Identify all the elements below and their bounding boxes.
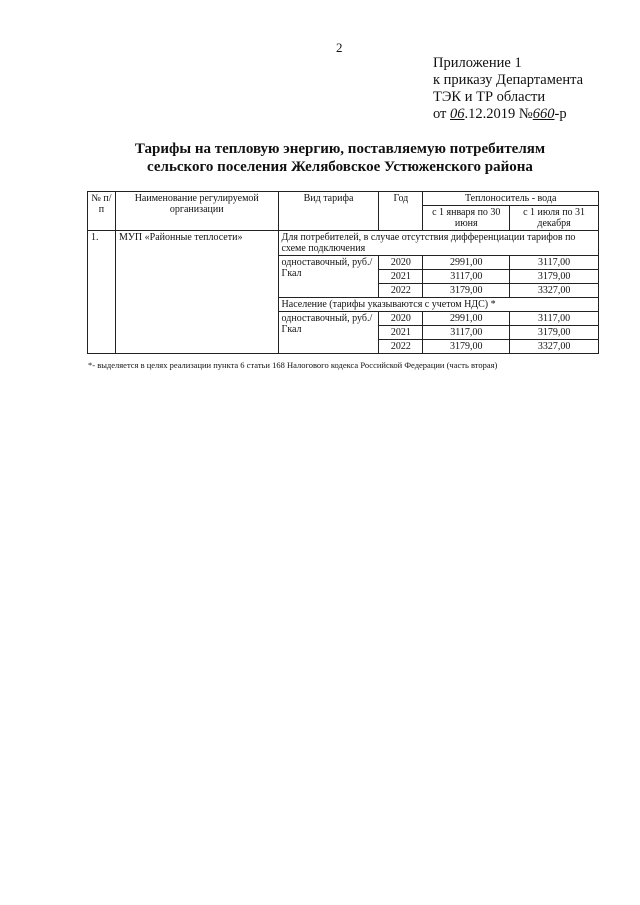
year-cell: 2020 bbox=[379, 256, 423, 270]
value-cell: 3117,00 bbox=[423, 270, 510, 284]
date-prefix: от bbox=[433, 106, 447, 122]
title-line-2: сельского поселения Желябовское Устюженского района bbox=[147, 159, 533, 175]
row-number: 1. bbox=[88, 231, 116, 354]
title-line-1: Тарифы на тепловую энергию, поставляемую потребителям bbox=[134, 141, 546, 157]
value-cell: 3179,00 bbox=[423, 340, 510, 354]
order-suffix: -р bbox=[554, 106, 567, 122]
year-cell: 2021 bbox=[379, 326, 423, 340]
table-row bbox=[88, 231, 599, 256]
page-number: 2 bbox=[336, 40, 343, 55]
value-cell: 2991,00 bbox=[423, 312, 510, 326]
header-carrier: Теплоноситель - вода bbox=[423, 192, 599, 206]
footnote: *- выделяется в целях реализации пункта 6 статьи 168 Налогового кодекса Российской Федерации (часть вторая) bbox=[88, 360, 498, 370]
year-cell: 2022 bbox=[379, 340, 423, 354]
value-cell: 3117,00 bbox=[510, 256, 599, 270]
value-cell: 3179,00 bbox=[510, 270, 599, 284]
organization-name: МУП «Районные теплосети» bbox=[115, 231, 278, 354]
tariff-table bbox=[87, 191, 599, 354]
year-cell: 2022 bbox=[379, 284, 423, 298]
group1-label: Для потребителей, в случае отсутствия дифференциации тарифов по схеме подключения bbox=[278, 231, 598, 256]
document-title bbox=[80, 140, 600, 176]
group1-tariff-type: одноставочный, руб./Гкал bbox=[278, 256, 379, 298]
value-cell: 3327,00 bbox=[510, 284, 599, 298]
value-cell: 3327,00 bbox=[510, 340, 599, 354]
year-cell: 2020 bbox=[379, 312, 423, 326]
date-day: 06 bbox=[450, 106, 465, 122]
header-org: Наименование регулируемой организации bbox=[115, 192, 278, 231]
value-cell: 2991,00 bbox=[423, 256, 510, 270]
appendix-line-2: к приказу Департамента bbox=[433, 72, 584, 88]
value-cell: 3117,00 bbox=[510, 312, 599, 326]
appendix-block bbox=[433, 55, 583, 123]
group2-tariff-type: одноставочный, руб./Гкал bbox=[278, 312, 379, 354]
header-year: Год bbox=[379, 192, 423, 231]
header-num: № п/п bbox=[88, 192, 116, 231]
year-cell: 2021 bbox=[379, 270, 423, 284]
order-number: 660 bbox=[532, 106, 555, 122]
appendix-line-1: Приложение 1 bbox=[433, 55, 522, 71]
value-cell: 3179,00 bbox=[423, 284, 510, 298]
group2-label: Население (тарифы указываются с учетом НДС) * bbox=[278, 298, 598, 312]
header-period-1: с 1 января по 30 июня bbox=[423, 206, 510, 231]
appendix-date-line bbox=[433, 106, 583, 123]
header-type: Вид тарифа bbox=[278, 192, 379, 231]
value-cell: 3179,00 bbox=[510, 326, 599, 340]
header-row bbox=[88, 192, 599, 206]
header-period-2: с 1 июля по 31 декабря bbox=[510, 206, 599, 231]
date-rest: .12.2019 № bbox=[464, 106, 533, 122]
appendix-line-3: ТЭК и ТР области bbox=[433, 89, 546, 105]
value-cell: 3117,00 bbox=[423, 326, 510, 340]
